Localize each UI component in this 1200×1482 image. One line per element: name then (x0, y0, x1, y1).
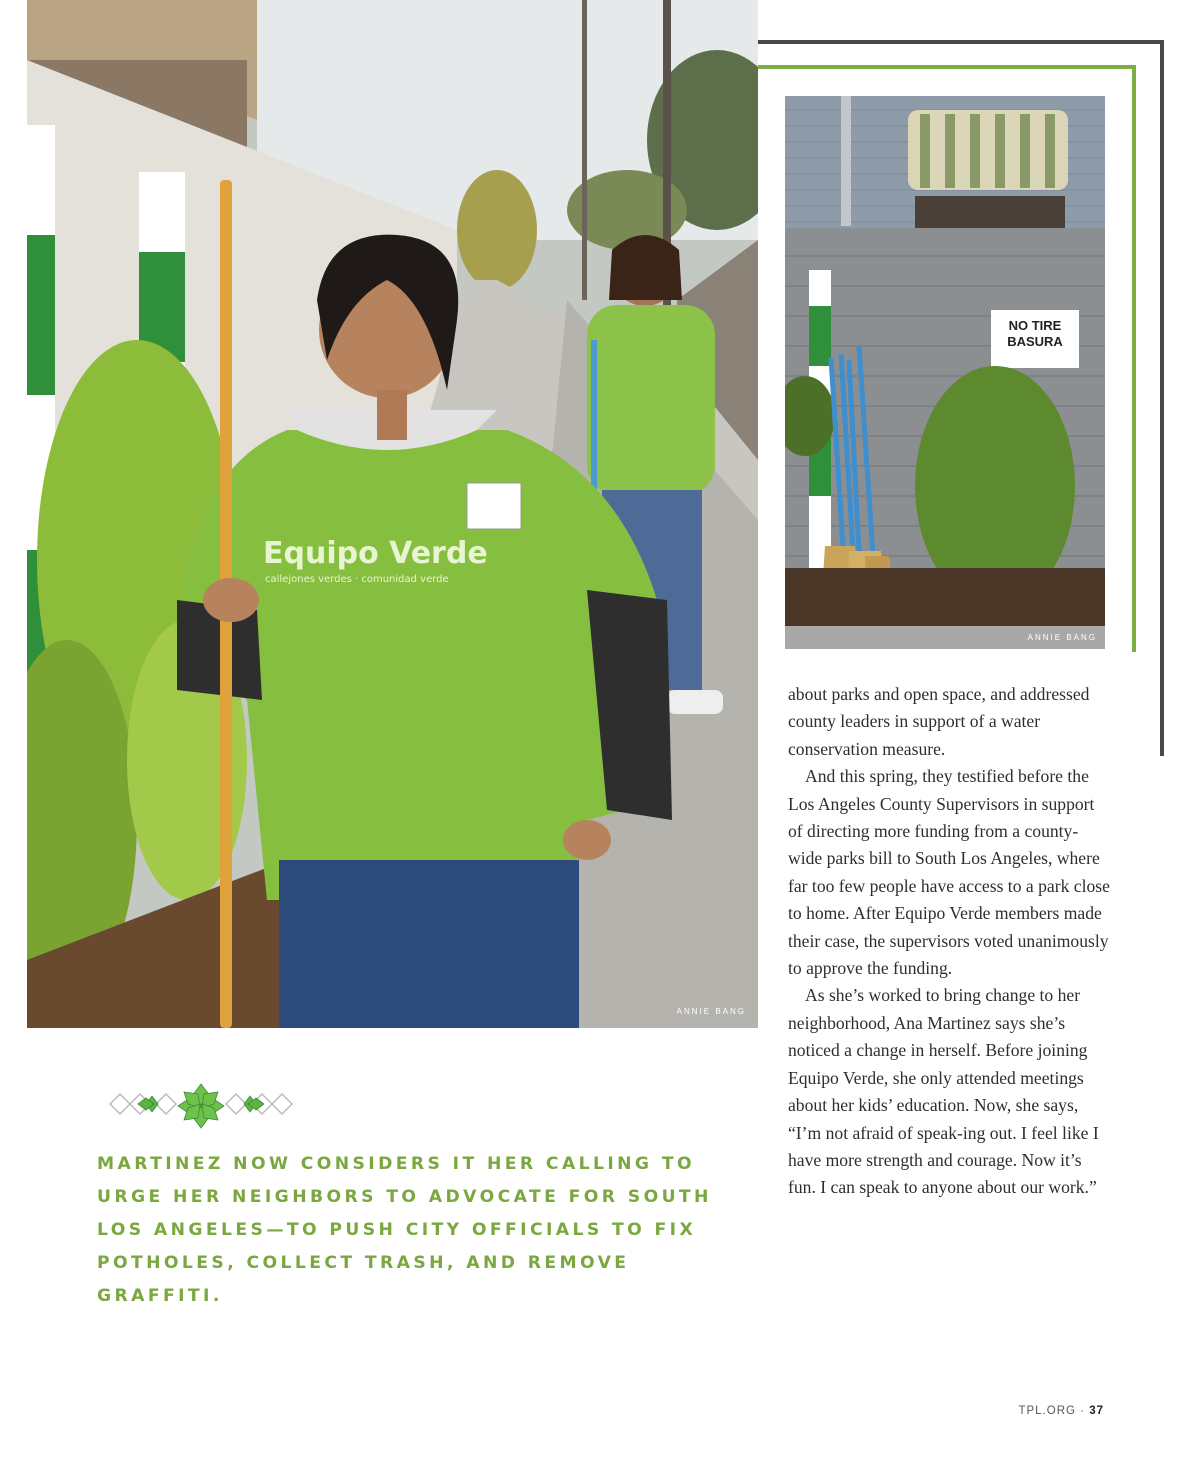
side-photo-credit: ANNIE BANG (1027, 633, 1097, 642)
sign-line-2: BASURA (1007, 334, 1063, 349)
main-photo (27, 0, 758, 1028)
succulent-fence-icon (108, 1080, 294, 1132)
side-photo-illustration (785, 96, 1105, 649)
side-photo (785, 96, 1105, 649)
folio-separator: · (1080, 1405, 1085, 1417)
article-paragraph: As she’s worked to bring change to her neighborhood, Ana Martinez says she’s noticed a change in herself. Before joining Equipo Verde, she only attended meetings about her kids’ education. Now, she says, “I’m not afraid of speak-ing out. I feel like I have more strength and courage. Now it’s fun. I can speak to anyone about our work.” (788, 985, 1099, 1198)
article-paragraph: about parks and open space, and addressed county leaders in support of a water conservation measure. (788, 684, 1090, 759)
site-url: TPL.ORG (1018, 1405, 1076, 1417)
page-folio (1018, 1405, 1104, 1417)
pull-quote: MARTINEZ NOW CONSIDERS IT HER CALLING TO URGE HER NEIGHBORS TO ADVOCATE FOR SOUTH LOS ANGELES—TO PUSH CITY OFFICIALS TO FIX POTHOLES, COLLECT TRASH, AND REMOVE GRAFFITI. (97, 1154, 712, 1306)
main-photo-illustration (27, 0, 758, 1028)
article-body (788, 681, 1110, 1202)
article-paragraph: And this spring, they testified before the Los Angeles County Supervisors in support of directing more funding from a county-wide parks bill to South Los Angeles, where far too few people have access to a park close to home. After Equipo Verde members made their case, the supervisors voted unanimously to approve the funding. (788, 766, 1110, 979)
shirt-tagline-text: callejones verdes · comunidad verde (265, 574, 449, 585)
sign-line-1: NO TIRE (1008, 318, 1062, 333)
main-photo-credit: ANNIE BANG (676, 1007, 746, 1016)
shirt-brand-text: Equipo Verde (263, 536, 488, 571)
page-number: 37 (1089, 1405, 1104, 1417)
